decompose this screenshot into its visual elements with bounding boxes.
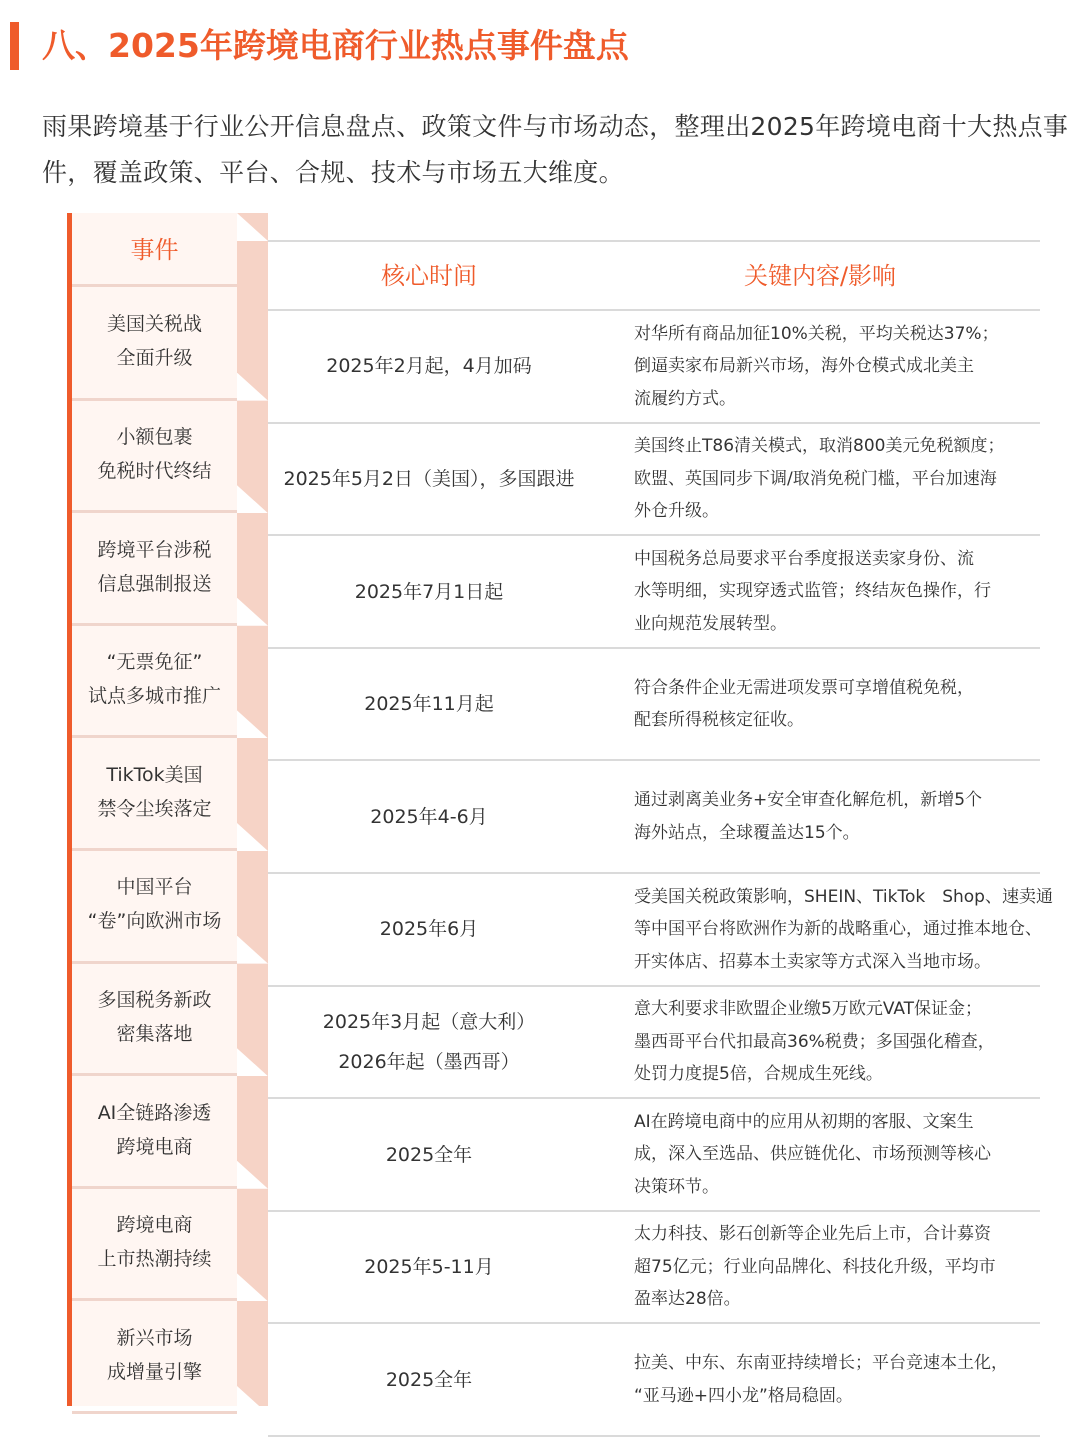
text-line: 美国关税战 (106, 313, 202, 336)
text-line: 跨境电商 (116, 1135, 193, 1158)
row-divider (268, 985, 1040, 987)
text-line: 墨西哥平台代扣最高36%税费；多国强化稽查， (634, 1031, 995, 1052)
event-row-divider (72, 1411, 237, 1414)
event-row-divider (72, 510, 237, 513)
event-impact (634, 784, 1044, 849)
text-line: 禁令尘埃落定 (97, 797, 212, 820)
text-line: 太力科技、影石创新等企业先后上市，合计募资 (634, 1224, 991, 1245)
text-line: 美国终止T86清关模式，取消800美元免税额度； (634, 436, 1005, 457)
text-line: TikTok美国 (106, 763, 203, 786)
event-name (72, 1096, 237, 1164)
event-name (72, 758, 237, 826)
event-time (268, 1002, 590, 1082)
text-line: 2025年7月1日起 (354, 580, 504, 603)
event-time (268, 909, 590, 949)
event-impact (634, 430, 1044, 528)
row-divider (268, 422, 1040, 424)
text-line: 跨境电商 (116, 1214, 193, 1237)
event-row-divider (72, 848, 237, 851)
text-line: 2025年5月2日（美国），多国跟进 (283, 467, 575, 490)
text-line: 超75亿元；行业向品牌化、科技化升级，平均市 (634, 1256, 996, 1277)
text-line: 2026年起（墨西哥） (338, 1050, 520, 1073)
text-line: “无票免征” (106, 651, 203, 674)
event-time (268, 346, 590, 386)
text-line: 试点多城市推广 (87, 685, 221, 708)
header-event: 事件 (130, 236, 179, 264)
event-name (72, 533, 237, 601)
text-line: “亚马逊+四小龙”格局稳固。 (634, 1385, 853, 1406)
text-line: 水等明细，实现穿透式监管；终结灰色操作，行 (634, 581, 991, 602)
text-line: 成增量引擎 (106, 1360, 202, 1383)
text-line: 业向规范发展转型。 (634, 613, 787, 634)
row-divider (268, 1210, 1040, 1212)
text-line: 2025年3月起（意大利） (322, 1010, 536, 1033)
text-line: 免税时代终结 (97, 459, 212, 482)
text-line: 成，深入至选品、供应链优化、市场预测等核心 (634, 1144, 991, 1165)
text-line: 处罚力度提5倍，合规成生死线。 (634, 1064, 883, 1085)
event-row-divider (72, 735, 237, 738)
text-line: 欧盟、英国同步下调/取消免税门槛，平台加速海 (634, 468, 997, 489)
text-line: 对华所有商品加征10%关税，平均关税达37%； (634, 323, 999, 344)
row-divider (268, 240, 1040, 242)
row-divider (268, 534, 1040, 536)
text-line: 密集落地 (116, 1022, 193, 1045)
text-line: 开实体店、招募本土卖家等方式深入当地市场。 (634, 951, 991, 972)
event-row-divider (72, 623, 237, 626)
event-impact (634, 1218, 1044, 1316)
event-time (268, 572, 590, 612)
text-line: 等中国平台将欧洲作为新的战略重心，通过推本地仓、 (634, 919, 1042, 940)
event-name (72, 645, 237, 713)
event-impact (634, 881, 1053, 979)
event-impact (634, 1347, 1044, 1412)
text-line: 小额包裹 (116, 425, 193, 448)
text-line: 符合条件企业无需进项发票可享增值税免税， (634, 677, 974, 698)
text-line: 新兴市场 (116, 1326, 193, 1349)
event-row-divider (72, 284, 237, 287)
row-divider (268, 872, 1040, 874)
text-line: 外仓升级。 (634, 501, 719, 522)
header-time: 核心时间 (381, 262, 477, 290)
text-line: 流履约方式。 (634, 388, 736, 409)
text-line: 2025全年 (385, 1143, 473, 1166)
section-heading: 八、2025年跨境电商行业热点事件盘点 (42, 26, 629, 65)
event-impact (634, 543, 1044, 641)
text-line: 配套所得税核定征收。 (634, 710, 804, 731)
text-line: 中国平台 (116, 876, 193, 899)
event-time (268, 1360, 590, 1400)
event-name (72, 983, 237, 1051)
event-time (268, 1247, 590, 1287)
event-time (268, 459, 590, 499)
event-name (72, 420, 237, 488)
text-line: 2025年2月起，4月加码 (326, 355, 532, 378)
event-name (72, 307, 237, 375)
text-line: 跨境平台涉税 (97, 538, 212, 561)
event-impact (634, 1106, 1044, 1204)
text-line: 全面升级 (116, 347, 193, 370)
text-line: 决策环节。 (634, 1176, 719, 1197)
event-time (268, 797, 590, 837)
event-name (72, 1321, 237, 1389)
event-impact (634, 993, 1044, 1091)
text-line: “卷”向欧洲市场 (87, 910, 222, 933)
text-line: 2025年11月起 (364, 693, 494, 716)
text-line: 海外站点，全球覆盖达15个。 (634, 822, 860, 843)
text-line: 2025年4-6月 (370, 805, 488, 828)
event-impact (634, 672, 1044, 737)
text-line: 信息强制报送 (97, 572, 212, 595)
text-line: 中国税务总局要求平台季度报送卖家身份、流 (634, 548, 974, 569)
event-name (72, 1208, 237, 1276)
text-line: 2025年5-11月 (364, 1256, 494, 1279)
event-impact (634, 318, 1044, 416)
text-line: 多国税务新政 (97, 988, 212, 1011)
text-line: 倒逼卖家布局新兴市场，海外仓模式成北美主 (634, 356, 974, 377)
event-row-divider (72, 1298, 237, 1301)
text-line: 2025全年 (385, 1368, 473, 1391)
text-line: 意大利要求非欧盟企业缴5万欧元VAT保证金； (634, 999, 983, 1020)
event-time (268, 1135, 590, 1175)
event-time (268, 684, 590, 724)
text-line: 盈率达28倍。 (634, 1289, 741, 1310)
text-line: 受美国关税政策影响，SHEIN、TikTok Shop、速卖通 (634, 886, 1053, 907)
header-content: 关键内容/影响 (743, 262, 897, 290)
event-row-divider (72, 398, 237, 401)
row-divider (268, 759, 1040, 761)
text-line: 通过剥离美业务+安全审查化解危机，新增5个 (634, 790, 983, 811)
text-line: AI在跨境电商中的应用从初期的客服、文案生 (634, 1111, 974, 1132)
text-line: 上市热潮持续 (97, 1248, 212, 1271)
row-divider (268, 1097, 1040, 1099)
text-line: 拉美、中东、东南亚持续增长；平台竞速本土化， (634, 1353, 1008, 1374)
text-line: AI全链路渗透 (97, 1101, 212, 1124)
text-line: 2025年6月 (379, 918, 479, 941)
row-divider (268, 309, 1040, 311)
event-name (72, 870, 237, 938)
event-row-divider (72, 1073, 237, 1076)
intro-paragraph: 雨果跨境基于行业公开信息盘点、政策文件与市场动态，整理出2025年跨境电商十大热点事件，覆盖政策、平台、合规、技术与市场五大维度。 (42, 112, 1069, 187)
event-row-divider (72, 1186, 237, 1189)
row-divider (268, 1322, 1040, 1324)
event-row-divider (72, 961, 237, 964)
row-divider (268, 647, 1040, 649)
